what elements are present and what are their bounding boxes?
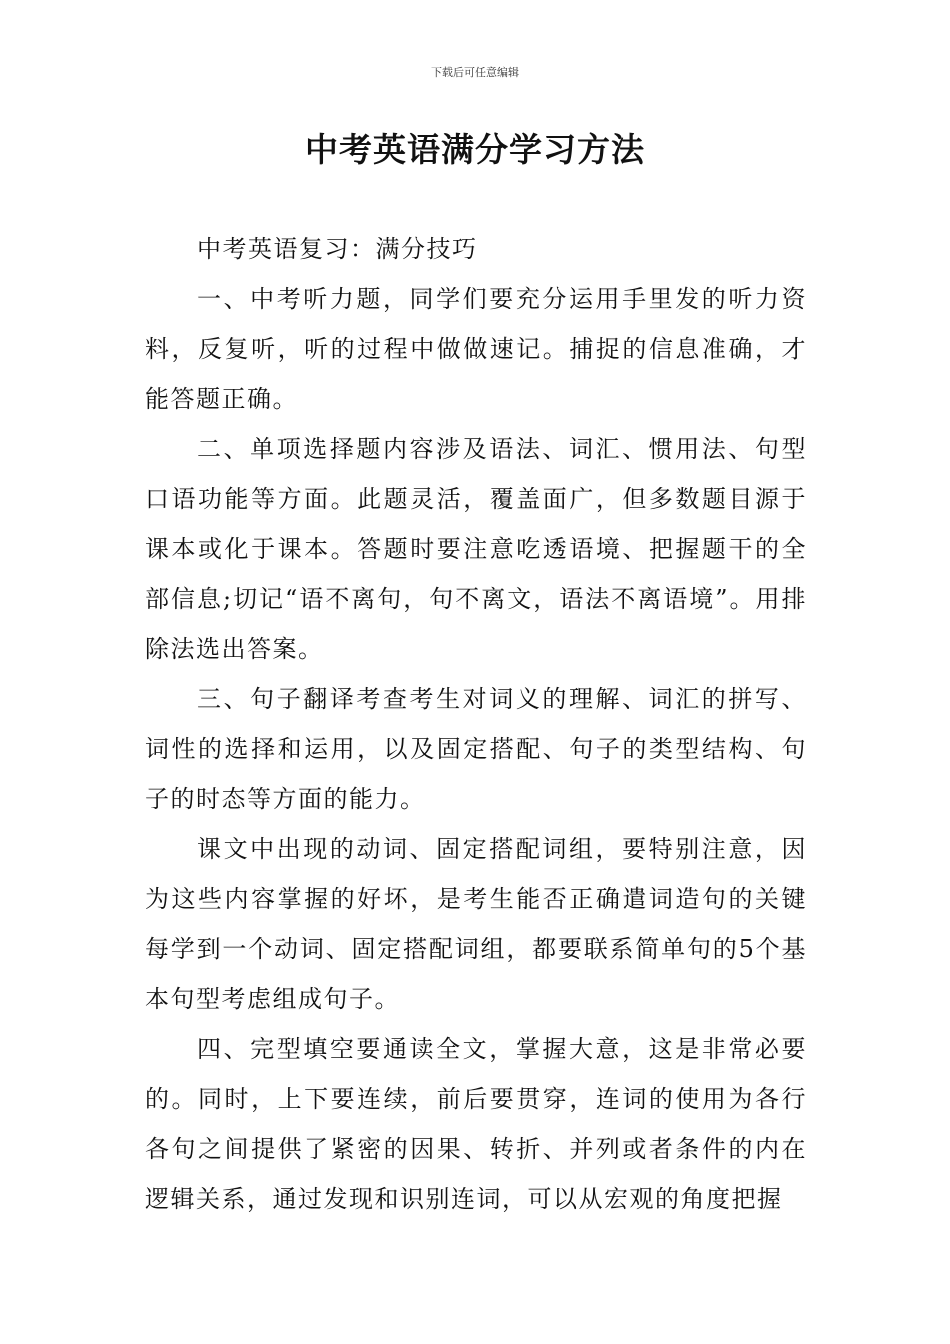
paragraph-cloze: 四、完型填空要通读全文，掌握大意，这是非常必要的。同时，上下要连续，前后要贯穿，连词的使用为各行各句之间提供了紧密的因果、转折、并列或者条件的内在逻辑关系，通过发现和识别连词，可以从宏观的角度把握 xyxy=(145,1035,807,1213)
paragraph-listening: 一、中考听力题，同学们要充分运用手里发的听力资料，反复听，听的过程中做做速记。捕捉的信息准确，才能答题正确。 xyxy=(145,285,807,413)
paragraph-single-choice: 二、单项选择题内容涉及语法、词汇、惯用法、句型口语功能等方面。此题灵活，覆盖面广，但多数题目源于课本或化于课本。答题时要注意吃透语境、把握题干的全部信息;切记“语不离句，句不离文，语法不离语境”。用排除法选出答案。 xyxy=(145,435,807,663)
paragraph-verbs-phrases: 课文中出现的动词、固定搭配词组，要特别注意，因为这些内容掌握的好坏，是考生能否正确遣词造句的关键每学到一个动词、固定搭配词组，都要联系简单句的5个基本句型考虑组成句子。 xyxy=(145,835,807,1013)
document-body xyxy=(145,224,807,1224)
paragraph-subtitle: 中考英语复习：满分技巧 xyxy=(197,235,478,263)
document-title: 中考英语满分学习方法 xyxy=(305,130,645,169)
header-note: 下载后可任意编辑 xyxy=(431,66,519,79)
paragraph-translation: 三、句子翻译考查考生对词义的理解、词汇的拼写、词性的选择和运用，以及固定搭配、句子的类型结构、句子的时态等方面的能力。 xyxy=(145,685,807,813)
